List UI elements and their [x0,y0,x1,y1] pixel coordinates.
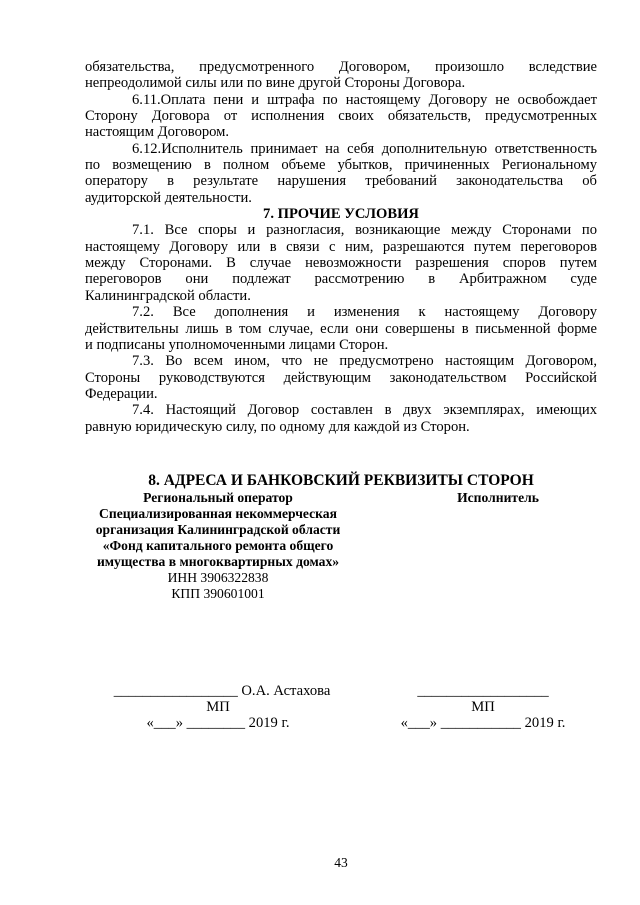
right-date: «___» ___________ 2019 г. [400,715,566,731]
org-line: Специализированная некоммерческая [99,506,337,521]
paragraph-line: действительны лишь в том случае, если они совершены в письменной форме [85,320,597,337]
section-7-title: 7. ПРОЧИЕ УСЛОВИЯ [263,206,419,223]
kpp: КПП 390601001 [171,586,265,601]
org-line: организация Калининградской области [95,522,341,537]
paragraph-line: равную юридическую силу, по одному для каждой из Сторон. [85,418,470,435]
left-stamp-label: МП [206,699,230,715]
paragraph-line: Федерации. [85,385,158,402]
right-party-role: Исполнитель [457,490,539,505]
paragraph-line: переговоров они подлежат рассмотрению в Арбитражном суде [85,271,597,288]
paragraph-line: по возмещению в полном объеме убытков, причиненных Региональному [85,157,597,174]
paragraph-line: и подписаны уполномоченными лицами Сторон. [85,336,389,353]
org-line: имущества в многоквартирных домах» [96,554,340,569]
paragraph-line: 7.4. Настоящий Договор составлен в двух экземплярах, имеющих [132,402,597,419]
paragraph-line: 7.1. Все споры и разногласия, возникающие между Сторонами по [132,222,597,239]
paragraph-line: Стороны руководствуются действующим законодательством Российской [85,369,597,386]
left-signature-line: _________________ О.А. Астахова [113,683,331,699]
paragraph-line: 7.3. Во всем ином, что не предусмотрено настоящим Договором, [132,353,597,370]
paragraph-line: 7.2. Все дополнения и изменения к настоящему Договору [132,304,597,321]
paragraph-line: настоящему Договору или в связи с ним, разрешаются путем переговоров [85,238,597,255]
paragraph-line: Сторону Договора от исполнения своих обязательств, предусмотренных [85,108,597,125]
paragraph-line: между Сторонами. В случае невозможности разрешения споров путем [85,255,597,272]
section-6-continuation [85,59,597,206]
left-party-org [96,506,341,602]
paragraph-line: настоящим Договором. [85,124,230,141]
paragraph-line: непреодолимой силы или по вине другой Стороны Договора. [85,75,466,92]
left-date: «___» ________ 2019 г. [146,715,290,731]
right-signature-line: __________________ [417,683,549,699]
paragraph-line: 6.11.Оплата пени и штрафа по настоящему Договору не освобождает [132,91,597,108]
section-7-body [85,222,597,434]
inn: ИНН 3906322838 [167,570,269,585]
paragraph-line: Калининградской области. [85,287,251,304]
section-8-title: 8. АДРЕСА И БАНКОВСКИЙ РЕКВИЗИТЫ СТОРОН [148,472,534,489]
page-number: 43 [334,855,348,870]
paragraph-line: оператору в результате нарушения требований законодательства об [85,173,597,190]
right-stamp-label: МП [471,699,495,715]
paragraph-line: аудиторской деятельности. [85,189,252,206]
paragraph-line: обязательства, предусмотренного Договором, произошло вследствие [85,59,597,75]
paragraph-line: 6.12.Исполнитель принимает на себя дополнительную ответственность [132,140,597,157]
document-body [85,59,597,435]
org-line: «Фонд капитального ремонта общего [102,538,334,553]
left-party-role: Региональный оператор [143,490,293,505]
